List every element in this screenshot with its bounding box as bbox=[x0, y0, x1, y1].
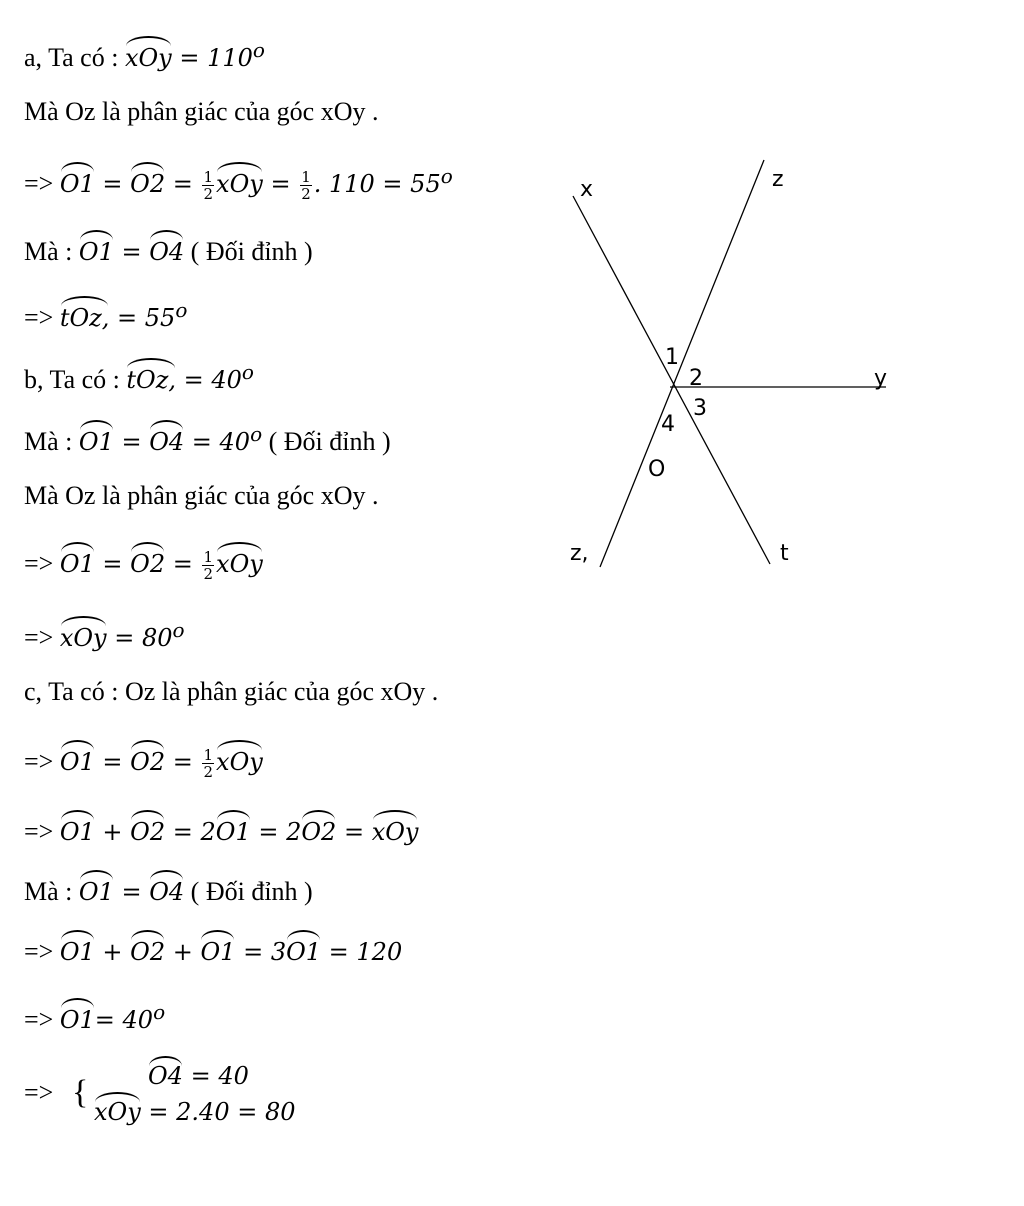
label-x: x bbox=[580, 177, 594, 202]
label-angle-4: 4 bbox=[661, 412, 675, 437]
part-c-line-1: c, Ta có : Oz là phân giác của góc xOy . bbox=[24, 677, 439, 706]
angle-o1: O1 bbox=[79, 232, 114, 268]
plus-sign: + bbox=[94, 938, 131, 966]
part-b-line-3: Mà Oz là phân giác của góc xOy . bbox=[24, 481, 379, 510]
label-angle-2: 2 bbox=[689, 366, 703, 391]
angle-o1: O1 bbox=[60, 932, 95, 968]
calc-110-55: . 110 = 55 bbox=[313, 170, 441, 198]
equals-120: = 120 bbox=[321, 938, 403, 966]
fraction-denominator: 2 bbox=[203, 763, 214, 781]
implies-arrow: => bbox=[24, 1005, 60, 1034]
angle-o1: O1 bbox=[79, 422, 114, 458]
implies-arrow: => bbox=[24, 817, 60, 846]
equals-40: = 40 bbox=[94, 1006, 154, 1034]
implies-arrow: => bbox=[24, 1078, 54, 1107]
equals-sign: = bbox=[165, 170, 201, 198]
angle-o2: O2 bbox=[130, 812, 165, 848]
fraction-numerator: 1 bbox=[203, 548, 214, 566]
vertical-angles-note: ( Đối đỉnh ) bbox=[184, 877, 313, 906]
line-x-t bbox=[573, 196, 770, 564]
degree-sign: o bbox=[241, 360, 254, 384]
part-b-intro: b, Ta có : bbox=[24, 365, 127, 394]
implies-arrow: => bbox=[24, 747, 60, 776]
angle-xoy: xOy bbox=[372, 812, 419, 848]
fraction-numerator: 1 bbox=[203, 168, 214, 186]
angle-o2: O2 bbox=[130, 932, 165, 968]
angle-o1: O1 bbox=[60, 164, 95, 200]
equals-40: = 40 bbox=[182, 1062, 249, 1090]
angle-o2: O2 bbox=[130, 742, 165, 778]
angle-o1: O1 bbox=[286, 932, 321, 968]
angle-o4: O4 bbox=[149, 422, 184, 458]
equals-sign: = bbox=[262, 170, 299, 198]
angle-toz: tOz, bbox=[60, 298, 110, 334]
equals-sign: = bbox=[235, 938, 271, 966]
fraction-denominator: 2 bbox=[301, 185, 311, 203]
label-angle-3: 3 bbox=[693, 396, 707, 421]
angle-o4: O4 bbox=[149, 872, 184, 908]
angle-o1: O1 bbox=[60, 812, 95, 848]
equals-80: = 80 bbox=[106, 624, 173, 652]
fraction-denominator: 2 bbox=[203, 565, 214, 583]
implies-arrow: => bbox=[24, 303, 60, 332]
vertical-angles-note: ( Đối đỉnh ) bbox=[184, 237, 313, 266]
angle-xoy: xOy bbox=[125, 38, 172, 74]
part-a-intro: a, Ta có : bbox=[24, 43, 125, 72]
fraction-numerator: 1 bbox=[203, 746, 214, 764]
implies-arrow: => bbox=[24, 623, 60, 652]
equals-110: = 110 bbox=[171, 44, 253, 72]
degree-sign: o bbox=[172, 618, 185, 642]
angle-xoy: xOy bbox=[216, 544, 263, 580]
angle-xoy: xOy bbox=[216, 742, 263, 778]
angle-o1: O1 bbox=[79, 872, 114, 908]
equals-sign: = bbox=[113, 428, 150, 456]
vertical-angles-note: ( Đối đỉnh ) bbox=[262, 427, 391, 456]
equals-sign: = bbox=[94, 748, 131, 776]
angle-o2: O2 bbox=[130, 544, 165, 580]
angle-o2: O2 bbox=[130, 164, 165, 200]
plus-sign: + bbox=[94, 818, 131, 846]
degree-sign: o bbox=[153, 1000, 166, 1024]
equals-sign: = bbox=[113, 878, 150, 906]
angle-o4: O4 bbox=[148, 1058, 183, 1090]
fraction-numerator: 1 bbox=[301, 168, 311, 186]
equals-sign: = bbox=[250, 818, 287, 846]
equals-sign: = bbox=[165, 748, 201, 776]
angle-o1: O1 bbox=[200, 932, 235, 968]
equals-40: = 40 bbox=[184, 428, 251, 456]
label-z: z bbox=[772, 167, 784, 192]
part-a-line-2: Mà Oz là phân giác của góc xOy . bbox=[24, 97, 379, 126]
implies-arrow: => bbox=[24, 549, 60, 578]
label-y: y bbox=[874, 366, 888, 391]
angle-xoy: xOy bbox=[60, 618, 107, 654]
equals-40: = 40 bbox=[176, 366, 242, 394]
equals-sign: = bbox=[165, 818, 201, 846]
coefficient-2: 2 bbox=[200, 818, 216, 846]
label-o: O bbox=[648, 457, 666, 482]
degree-sign: o bbox=[250, 422, 263, 446]
angle-toz: tOz, bbox=[126, 360, 176, 396]
fraction-denominator: 2 bbox=[203, 185, 214, 203]
implies-arrow: => bbox=[24, 169, 60, 198]
ma-prefix: Mà : bbox=[24, 427, 79, 456]
angle-xoy: xOy bbox=[94, 1094, 141, 1126]
degree-sign: o bbox=[175, 298, 188, 322]
ma-prefix: Mà : bbox=[24, 877, 79, 906]
angle-xoy: xOy bbox=[216, 164, 263, 200]
angle-o1: O1 bbox=[60, 742, 95, 778]
label-angle-1: 1 bbox=[665, 345, 679, 370]
angle-o1: O1 bbox=[60, 544, 95, 580]
implies-arrow: => bbox=[24, 937, 60, 966]
label-z-prime: z, bbox=[570, 541, 589, 566]
angle-o4: O4 bbox=[149, 232, 184, 268]
angle-o1: O1 bbox=[216, 812, 251, 848]
angle-o1: O1 bbox=[60, 1000, 95, 1036]
equals-sign: = bbox=[94, 550, 131, 578]
angle-o2: O2 bbox=[301, 812, 336, 848]
equals-55: = 55 bbox=[109, 304, 176, 332]
coefficient-2: 2 bbox=[286, 818, 302, 846]
ma-prefix: Mà : bbox=[24, 237, 79, 266]
degree-sign: o bbox=[440, 164, 453, 188]
equals-80: = 2.40 = 80 bbox=[140, 1098, 296, 1126]
equals-sign: = bbox=[113, 238, 150, 266]
equals-sign: = bbox=[336, 818, 372, 846]
coefficient-3: 3 bbox=[270, 938, 287, 966]
degree-sign: o bbox=[252, 38, 265, 62]
system-brace: { bbox=[72, 1074, 89, 1111]
label-t: t bbox=[780, 541, 789, 566]
equals-sign: = bbox=[165, 550, 201, 578]
plus-sign: + bbox=[165, 938, 201, 966]
equals-sign: = bbox=[94, 170, 131, 198]
